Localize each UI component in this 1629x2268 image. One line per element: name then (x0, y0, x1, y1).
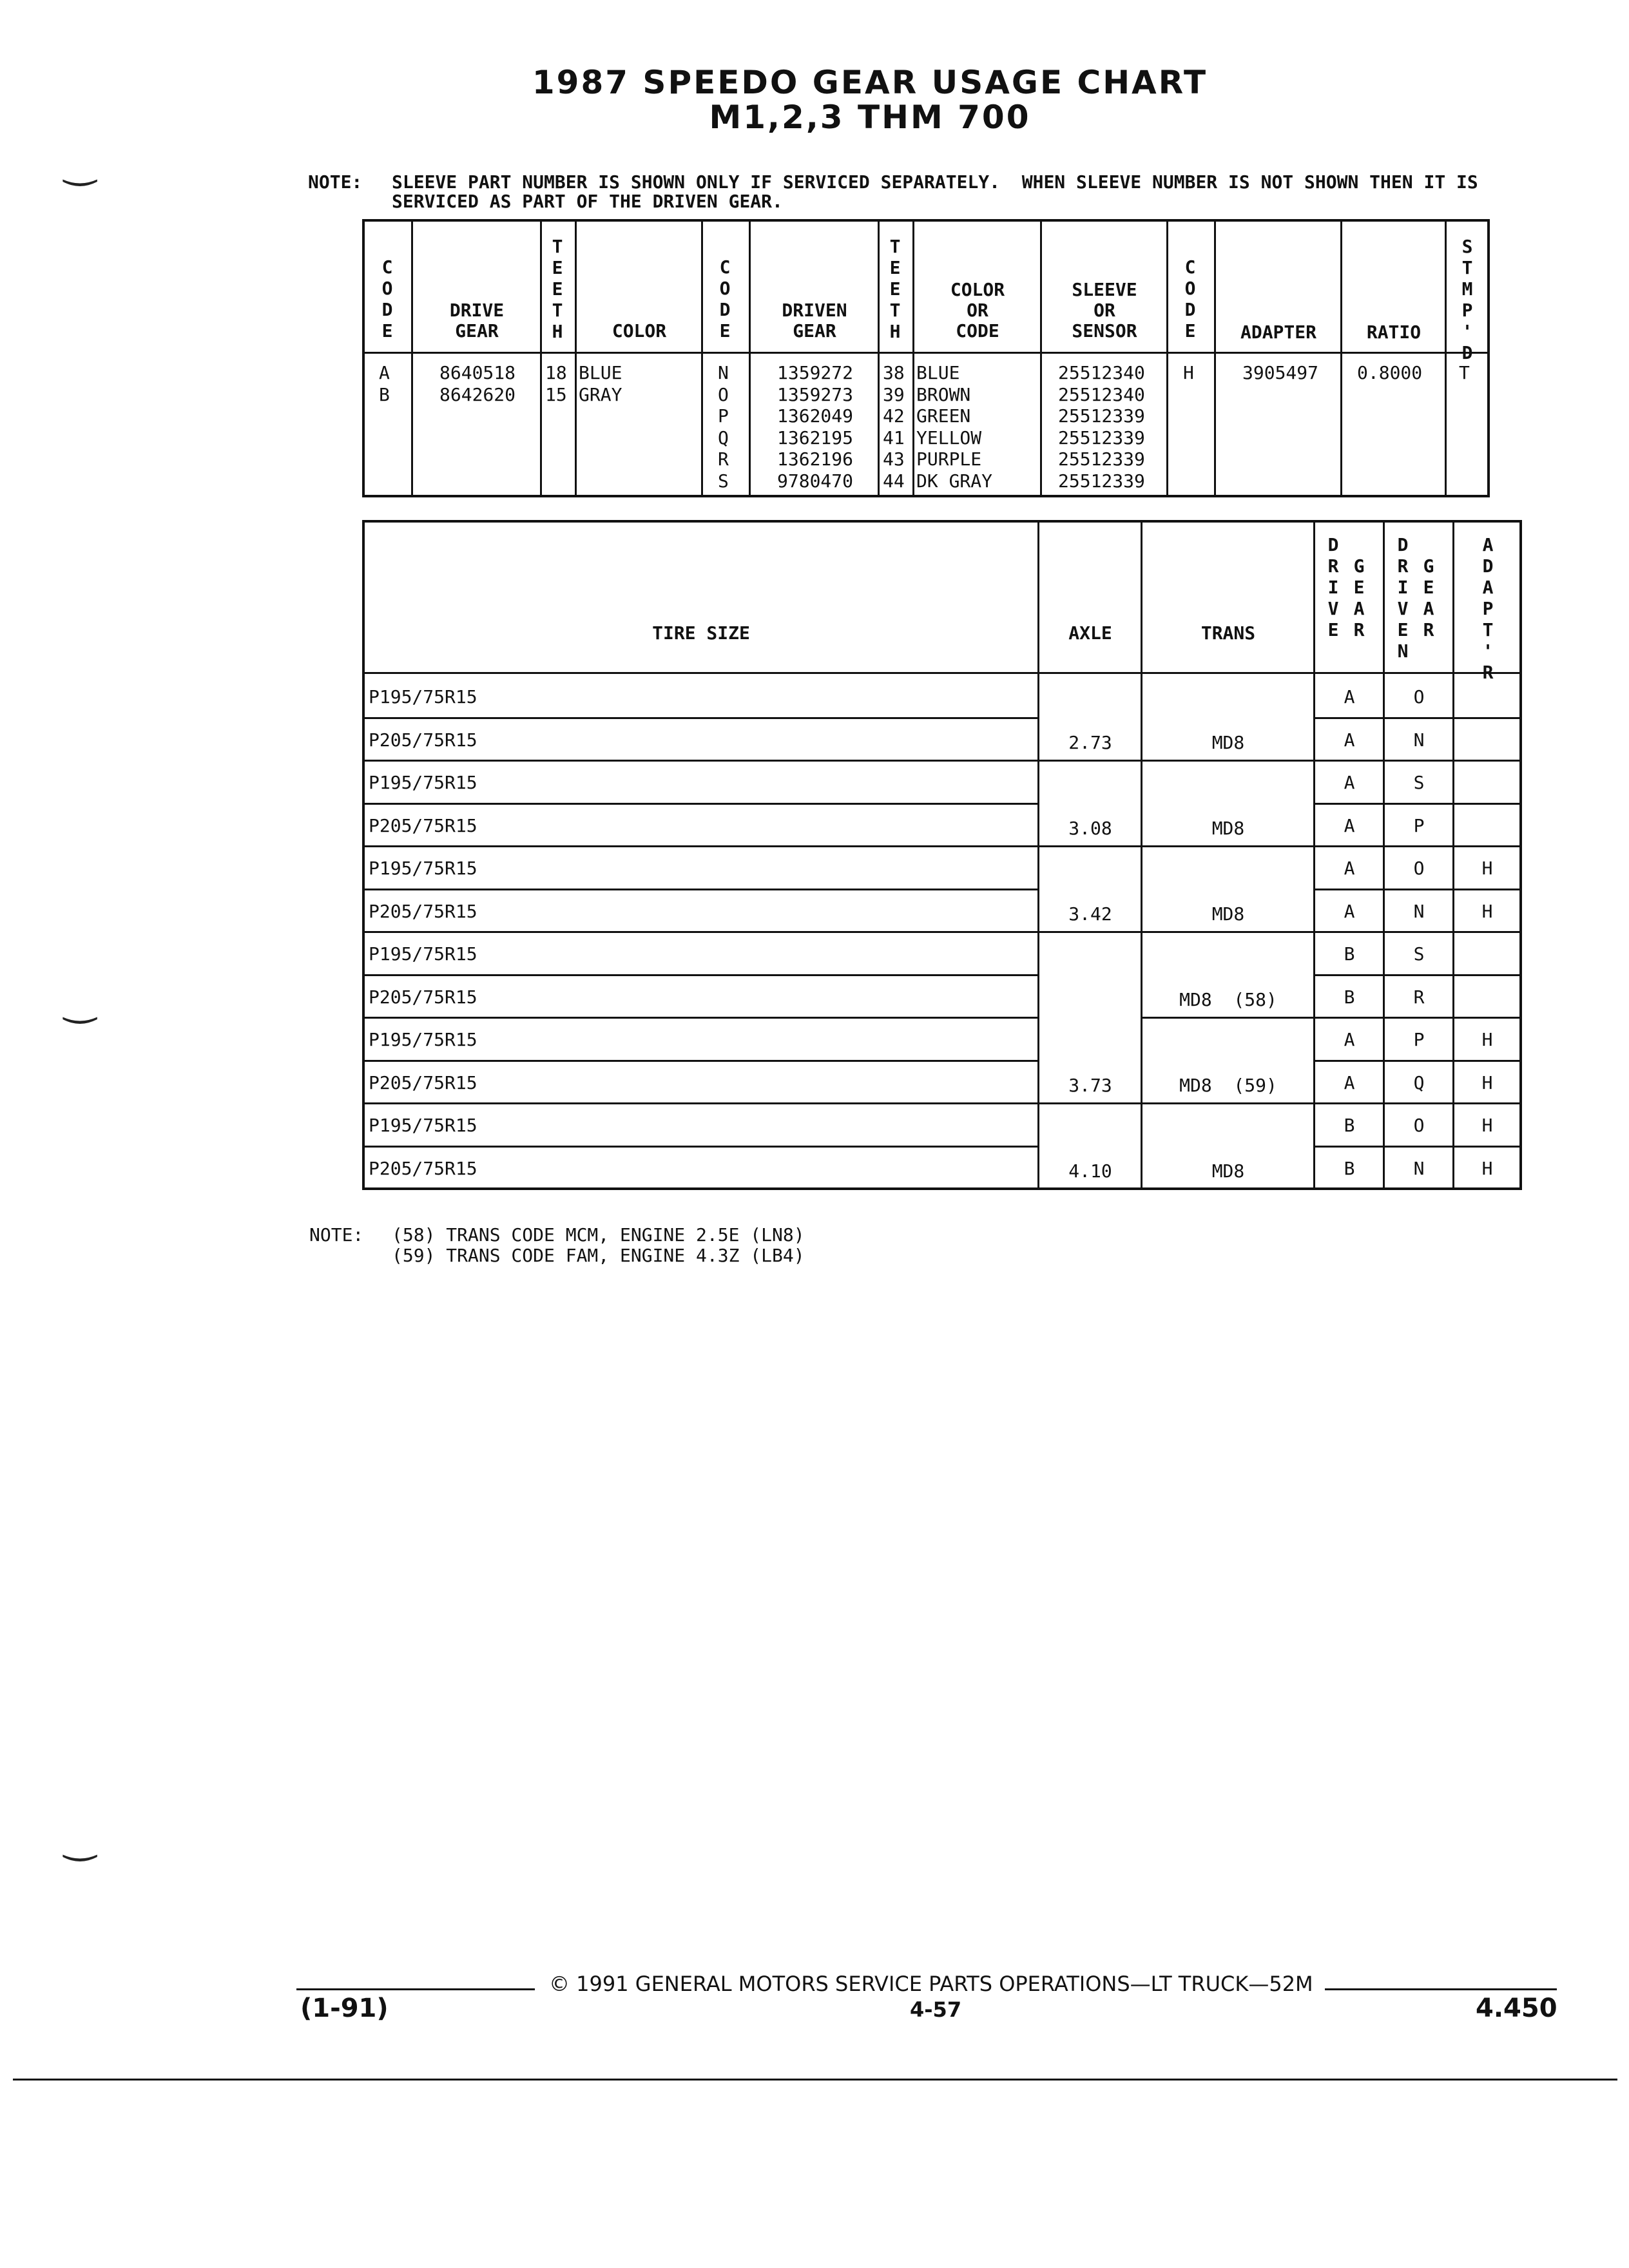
drive-gear-cell: A (1344, 1072, 1355, 1093)
axle-cell: 3.42 (1068, 903, 1112, 925)
drive-gear-cell: A (1344, 814, 1355, 836)
drive-gear-cell: A (1344, 772, 1355, 793)
scan-mark: ‿ (64, 979, 96, 1024)
header-adapter-2: A D A P T ' R (1482, 534, 1494, 683)
driven-gear-cell: N (1413, 1157, 1425, 1179)
drive-gear-cell: A (1344, 900, 1355, 922)
driven-gear-cell: O (1413, 686, 1425, 707)
trans-cell: MD8 (1211, 817, 1245, 839)
drive-gear-cell: B (1344, 1157, 1355, 1179)
adapter-cell: H (1481, 1072, 1493, 1093)
header-code-2: C O D E (719, 256, 731, 341)
header-trans: TRANS (1200, 622, 1256, 644)
driven-gear-cell: P (1413, 814, 1425, 836)
header-color-or-code: COLOR OR CODE (950, 279, 1005, 341)
drive-gear-cell: B (1344, 1115, 1355, 1136)
driven-gear-cell: Q (1413, 1072, 1425, 1093)
driven-gear-cell: O (1413, 1115, 1425, 1136)
header-tire-size: TIRE SIZE (652, 622, 750, 644)
cell-color: BLUE GRAY (579, 362, 622, 405)
header-ratio: RATIO (1366, 322, 1422, 343)
page-subtitle: M1,2,3 THM 700 (709, 99, 1031, 136)
scan-mark: ‿ (64, 142, 96, 187)
adapter-cell: H (1481, 900, 1493, 922)
header-driven-gear: DRIVEN GEAR (782, 300, 847, 341)
header-code-3: C O D E (1184, 256, 1196, 341)
cell-teeth2: 38 39 42 41 43 44 (883, 362, 905, 492)
usage-table: P195/75R15 A O P205/75R15 A N P195/75R15 A S P205/75R15 A P P195/75R15 A O H P205/75R15 A N H P195/75R15 B S P205/75R15 B R P195/75R15 A P H P205/75R15 A Q H P195/75R15 B O H P205/75R15 B N H 2.73 3.08 3.42 3.73 4.10 MD8 MD8 MD8 MD8 (58) MD8 (59) MD8 TIRE SIZE AXLE TRANS D R I V E G E A R D R I V E N G E A R A D A P T ' R (362, 520, 1522, 1190)
trans-cell: MD8 (59) (1179, 1074, 1277, 1096)
cell-drive-gear: 8640518 8642620 (439, 362, 516, 405)
cell-sleeve: 25512340 25512340 25512339 25512339 25512339 25512339 (1058, 362, 1145, 492)
adapter-cell: H (1481, 1157, 1493, 1179)
trans-cell: MD8 (58) (1179, 988, 1277, 1010)
trans-cell: MD8 (1211, 903, 1245, 925)
note-bottom-line2: (59) TRANS CODE FAM, ENGINE 4.3Z (LB4) (392, 1245, 805, 1266)
driven-gear-cell: P (1413, 1029, 1425, 1050)
header-teeth-2: T E E T H (889, 236, 901, 342)
header-stmpd: S T M P ' D (1461, 236, 1473, 363)
note-bottom-label: NOTE: (309, 1224, 364, 1245)
driven-gear-cell: O (1413, 858, 1425, 879)
cell-code1: A B (379, 362, 390, 405)
note-top-line2: SERVICED AS PART OF THE DRIVEN GEAR. (392, 191, 783, 212)
trans-cell: MD8 (1211, 731, 1245, 753)
note-top-line1: SLEEVE PART NUMBER IS SHOWN ONLY IF SERVICED SEPARATELY. WHEN SLEEVE NUMBER IS NOT SHOWN THEN IT IS (392, 171, 1478, 193)
header-axle: AXLE (1068, 622, 1112, 644)
drive-gear-cell: A (1344, 686, 1355, 707)
gear-table (362, 219, 1490, 497)
footer-center: 4-57 (910, 1997, 962, 2022)
cell-stmpd: T (1459, 362, 1470, 383)
drive-gear-cell: A (1344, 858, 1355, 879)
driven-gear-cell: N (1413, 729, 1425, 751)
footer-copyright: © 1991 GENERAL MOTORS SERVICE PARTS OPERATIONS—LT TRUCK—52M (549, 1972, 1313, 1996)
note-bottom-line1: (58) TRANS CODE MCM, ENGINE 2.5E (LN8) (392, 1224, 805, 1245)
cell-ratio: 0.8000 (1357, 362, 1423, 383)
header-sleeve-or-sensor: SLEEVE OR SENSOR (1072, 279, 1137, 341)
header-teeth-1: T E E T H (552, 236, 563, 342)
trans-cell: MD8 (1211, 1160, 1245, 1182)
adapter-cell: H (1481, 1029, 1493, 1050)
page-title: 1987 SPEEDO GEAR USAGE CHART (532, 64, 1208, 101)
drive-gear-cell: A (1344, 1029, 1355, 1050)
footer-left: (1-91) (300, 1994, 389, 2023)
cell-teeth1: 18 15 (545, 362, 567, 405)
header-color: COLOR (612, 320, 667, 341)
header-drive-gear: DRIVE GEAR (449, 300, 505, 341)
driven-gear-cell: S (1413, 772, 1425, 793)
scan-mark: ‿ (64, 1817, 96, 1862)
drive-gear-cell: A (1344, 729, 1355, 751)
note-top-label: NOTE: (308, 171, 363, 193)
drive-gear-cell: B (1344, 943, 1355, 965)
cell-color-or-code: BLUE BROWN GREEN YELLOW PURPLE DK GRAY (916, 362, 993, 492)
cell-code3: H (1183, 362, 1194, 383)
drive-gear-cell: B (1344, 986, 1355, 1008)
driven-gear-cell: R (1413, 986, 1425, 1008)
cell-code2: N O P Q R S (718, 362, 729, 492)
axle-cell: 3.73 (1068, 1074, 1112, 1096)
header-adapter: ADAPTER (1240, 322, 1316, 343)
axle-cell: 2.73 (1068, 731, 1112, 753)
axle-cell: 3.08 (1068, 817, 1112, 839)
driven-gear-cell: N (1413, 900, 1425, 922)
cell-driven-gear: 1359272 1359273 1362049 1362195 1362196 9780470 (777, 362, 854, 492)
adapter-cell: H (1481, 858, 1493, 879)
cell-adapter: 3905497 (1242, 362, 1319, 383)
header-code-1: C O D E (381, 256, 393, 341)
driven-gear-cell: S (1413, 943, 1425, 965)
adapter-cell: H (1481, 1115, 1493, 1136)
axle-cell: 4.10 (1068, 1160, 1112, 1182)
footer-right: 4.450 (1476, 1994, 1557, 2023)
